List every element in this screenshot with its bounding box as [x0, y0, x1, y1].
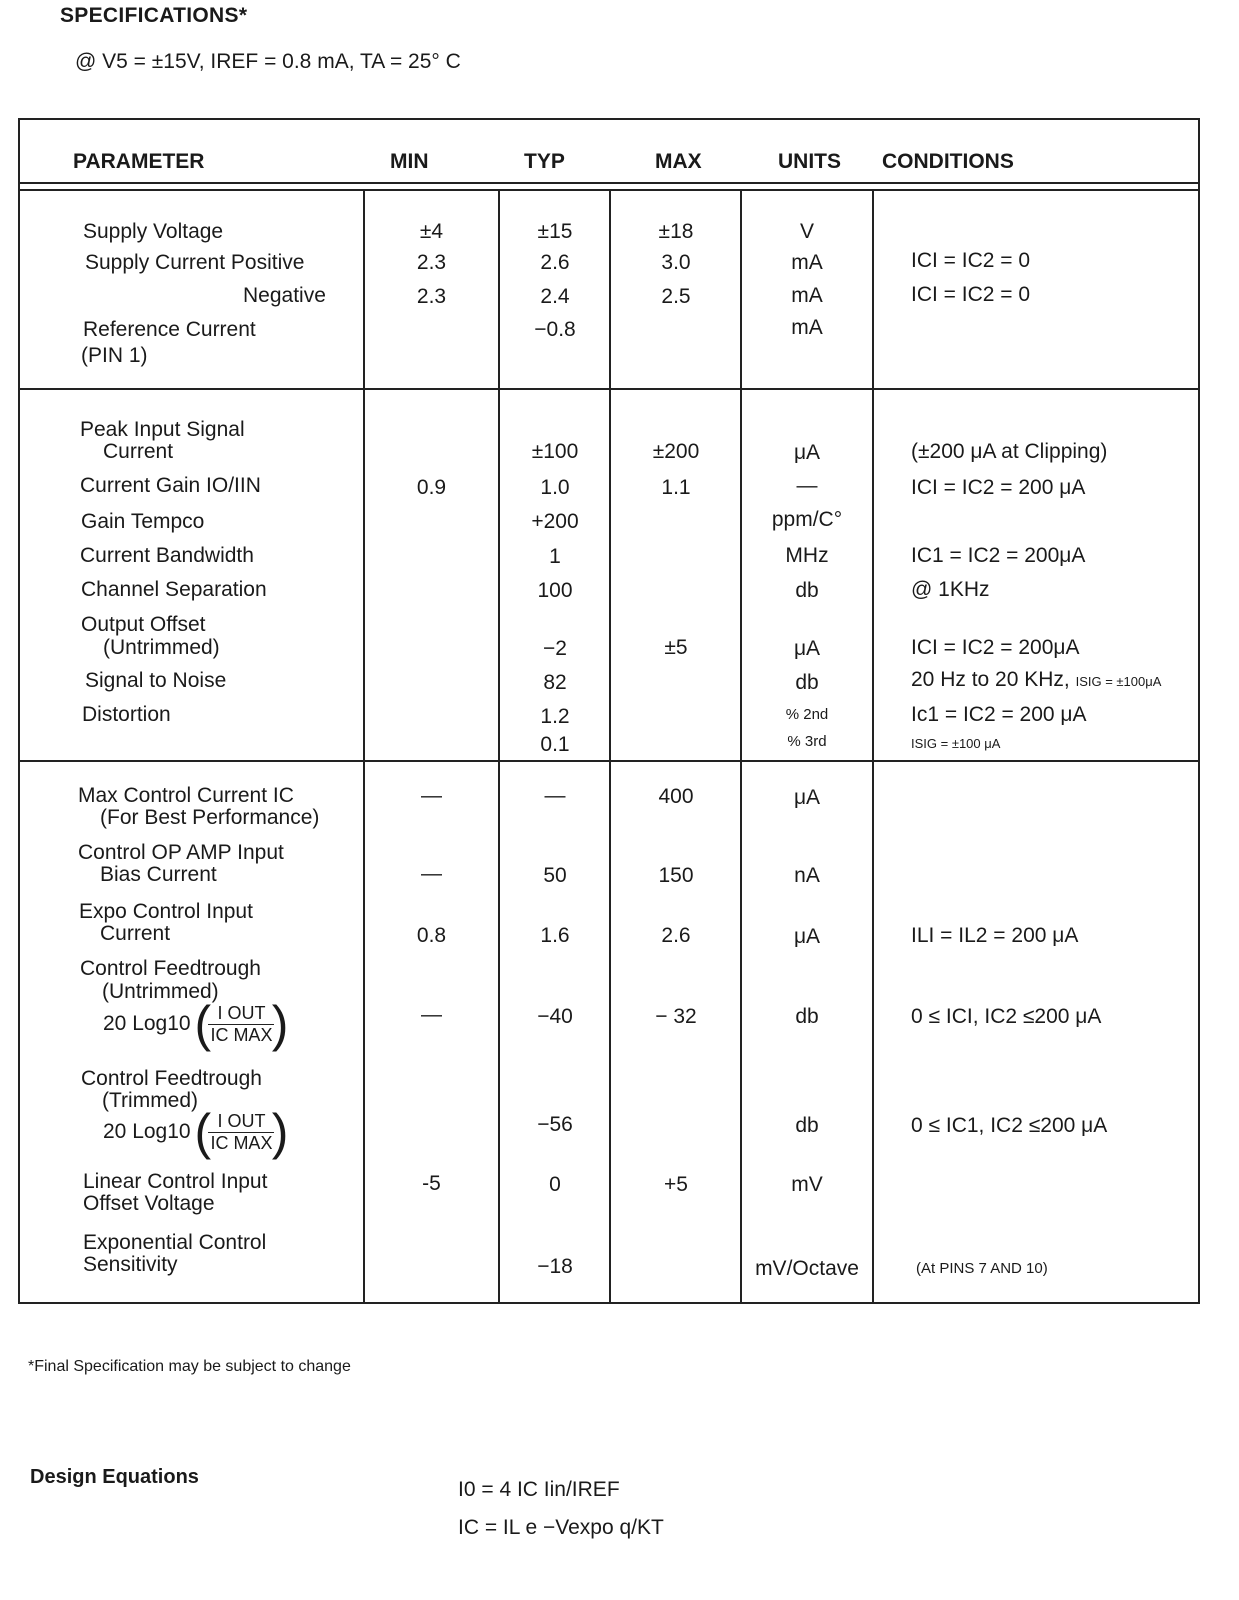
min-value: — [421, 1003, 442, 1026]
typ-value: 1.2 [540, 705, 570, 728]
param-label: Negative [243, 284, 326, 307]
fraction-denominator: IC MAX [210, 1133, 273, 1153]
param-label: Bias Current [100, 863, 217, 886]
fraction: ( I OUT IC MAX ) [194, 996, 289, 1052]
typ-value: 2.6 [540, 251, 570, 274]
max-value: 2.5 [661, 285, 691, 308]
max-value: ±18 [658, 220, 694, 243]
typ-value: 1.0 [540, 476, 570, 499]
min-value: 2.3 [416, 285, 447, 308]
max-value: +5 [664, 1173, 688, 1196]
units-value: nA [794, 864, 820, 887]
max-value: 2.6 [661, 924, 691, 947]
typ-value: 1.6 [540, 924, 570, 947]
conditions-value: 0 ≤ IC1, IC2 ≤200 μA [911, 1114, 1108, 1137]
units-value: μA [793, 786, 821, 809]
param-label: Signal to Noise [85, 669, 227, 692]
footnote: *Final Specification may be subject to change [28, 1358, 351, 1375]
design-equations-heading: Design Equations [30, 1466, 199, 1488]
param-label: Max Control Current IC [78, 784, 294, 807]
param-label: Current [100, 922, 171, 945]
param-label: Control Feedtrough [80, 957, 261, 980]
min-value: — [421, 862, 442, 885]
param-label: Supply Current Positive [85, 251, 305, 274]
param-label: (Untrimmed) [103, 636, 220, 659]
param-label: Sensitivity [83, 1253, 178, 1276]
min-value: ±4 [419, 220, 444, 243]
param-label: (For Best Performance) [100, 806, 320, 829]
column-header-conditions: CONDITIONS [882, 150, 1014, 173]
param-label: Channel Separation [81, 578, 267, 601]
conditions-value: ICI = IC2 = 200 μA [911, 476, 1086, 499]
min-value: 0.9 [416, 476, 447, 499]
log-prefix: 20 Log10 [103, 1120, 191, 1144]
units-value: db [795, 671, 819, 694]
units-value: μA [793, 637, 821, 660]
column-header-max: MAX [655, 150, 702, 173]
fraction: ( I OUT IC MAX ) [194, 1104, 289, 1160]
units-value: ppm/C° [771, 508, 843, 531]
units-value: mV [791, 1173, 823, 1196]
min-value: — [421, 784, 442, 807]
typ-value: 100 [537, 579, 573, 602]
conditions-value: (±200 μA at Clipping) [911, 440, 1108, 463]
units-value: V [799, 220, 814, 243]
max-value: ±200 [652, 440, 700, 463]
param-label: Peak Input Signal [80, 418, 245, 441]
param-label: Current [103, 440, 174, 463]
column-header-min: MIN [390, 150, 429, 173]
column-header-parameter: PARAMETER [73, 150, 205, 173]
conditions-value: Ic1 = IC2 = 200 μA [911, 703, 1087, 726]
page-title: SPECIFICATIONS* [60, 4, 248, 27]
fraction-numerator: I OUT [208, 1003, 274, 1025]
conditions-value: (At PINS 7 AND 10) [916, 1260, 1048, 1277]
log-prefix: 20 Log10 [103, 1012, 191, 1036]
units-value: db [795, 1005, 819, 1028]
units-value: % 3rd [787, 733, 827, 750]
column-divider [363, 190, 365, 1304]
min-value: -5 [422, 1172, 441, 1195]
conditions-text: 20 Hz to 20 KHz, [911, 668, 1070, 691]
conditions-subtext: ISIG = ±100μA [1075, 674, 1162, 689]
param-label: (PIN 1) [81, 344, 148, 367]
typ-value: −40 [537, 1005, 573, 1028]
units-value: db [795, 1114, 819, 1137]
param-label: (Untrimmed) [102, 980, 219, 1003]
param-label: Exponential Control [83, 1231, 267, 1254]
min-value: 2.3 [416, 251, 447, 274]
max-value: 400 [658, 785, 694, 808]
log-formula [103, 996, 289, 1052]
units-value: % 2nd [785, 706, 829, 723]
typ-value: 82 [543, 671, 567, 694]
param-label: Control OP AMP Input [78, 841, 284, 864]
typ-value: 0.1 [540, 733, 570, 756]
param-label: (Trimmed) [102, 1089, 199, 1112]
typ-value: 0 [549, 1173, 561, 1196]
typ-value: −18 [537, 1255, 573, 1278]
equation-1: I0 = 4 IC Iin/IREF [458, 1478, 620, 1501]
typ-value: 2.4 [540, 285, 570, 308]
conditions-value: ICI = IC2 = 200μA [911, 636, 1080, 659]
param-label: Expo Control Input [79, 900, 253, 923]
units-value: mV/Octave [755, 1257, 859, 1280]
units-value: μA [793, 925, 821, 948]
typ-value: −0.8 [534, 318, 576, 341]
typ-value: 1 [549, 545, 561, 568]
max-value: ±5 [664, 636, 688, 659]
units-value: mA [791, 316, 823, 339]
conditions-value: ISIG = ±100 μA [911, 736, 1001, 751]
param-label: Distortion [82, 703, 171, 726]
fraction-numerator: I OUT [208, 1111, 274, 1133]
units-value: mA [791, 284, 823, 307]
column-header-typ: TYP [524, 150, 565, 173]
conditions-value: ICI = IC2 = 0 [911, 283, 1031, 306]
typ-value: ±15 [537, 220, 573, 243]
test-conditions: @ V5 = ±15V, IREF = 0.8 mA, TA = 25° C [75, 50, 461, 73]
param-label: Control Feedtrough [81, 1067, 262, 1090]
param-label: Offset Voltage [83, 1192, 215, 1215]
param-label: Output Offset [81, 613, 206, 636]
param-label: Linear Control Input [83, 1170, 268, 1193]
typ-value: — [544, 784, 566, 807]
conditions-value: @ 1KHz [911, 578, 990, 601]
max-value: 150 [658, 864, 694, 887]
units-value: db [795, 579, 819, 602]
param-label: Supply Voltage [83, 220, 224, 243]
param-label: Current Bandwidth [80, 544, 254, 567]
typ-value: −56 [537, 1113, 573, 1136]
conditions-value: ILI = IL2 = 200 μA [911, 924, 1079, 947]
units-value: MHz [785, 544, 829, 567]
column-header-units: UNITS [778, 150, 841, 173]
units-value: μA [793, 441, 821, 464]
max-value: 1.1 [661, 476, 691, 499]
max-value: 3.0 [661, 251, 691, 274]
max-value: − 32 [655, 1005, 697, 1028]
units-value: mA [791, 251, 823, 274]
conditions-value: ICI = IC2 = 0 [911, 249, 1031, 272]
typ-value: ±100 [531, 440, 579, 463]
min-value: 0.8 [416, 924, 447, 947]
equation-2: IC = IL e −Vexpo q/KT [458, 1516, 664, 1539]
typ-value: 50 [543, 864, 567, 887]
conditions-value: 0 ≤ ICI, IC2 ≤200 μA [911, 1005, 1102, 1028]
param-label: Gain Tempco [81, 510, 205, 533]
conditions-value [911, 668, 1161, 692]
typ-value: +200 [531, 510, 579, 533]
log-formula [103, 1104, 289, 1160]
units-value: — [796, 474, 818, 497]
typ-value: −2 [543, 637, 567, 660]
header-rule-top [18, 182, 1200, 184]
conditions-value: IC1 = IC2 = 200μA [911, 544, 1086, 567]
param-label: Current Gain IO/IIN [80, 474, 261, 497]
param-label: Reference Current [83, 318, 256, 341]
fraction-denominator: IC MAX [210, 1025, 273, 1045]
column-divider [872, 190, 874, 1304]
